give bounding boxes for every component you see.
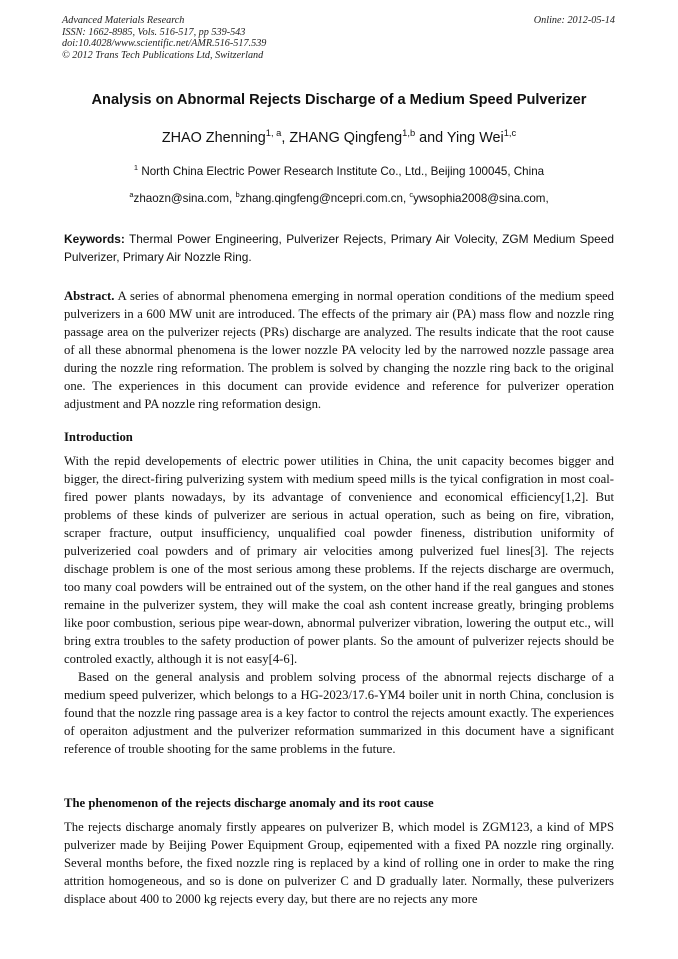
section-heading: The phenomenon of the rejects discharge anomaly and its root cause bbox=[64, 796, 434, 810]
paragraph: Based on the general analysis and problem solving process of the abnormal rejects discharge of a medium speed pulverizer, which belongs to a HG-2023/17.6-YM4 boiler unit in north China, conclusion is found that the nozzle ring passage area is a key factor to control the rejects amount exactly. The experiences of operaiton adjustment and the pulverizer reformation summarized in this document have a significant reference of trouble shooting for the same problems in the future. bbox=[64, 670, 614, 756]
email-address: zhang.qingfeng@ncepri.com.cn, bbox=[239, 192, 410, 205]
keywords-label: Keywords: bbox=[64, 232, 125, 246]
author-name: ZHAO Zhenning bbox=[161, 130, 266, 146]
journal-name: Advanced Materials Research bbox=[62, 15, 185, 26]
introduction-body bbox=[64, 452, 614, 758]
paper-title: Analysis on Abnormal Rejects Discharge of a Medium Speed Pulverizer bbox=[91, 92, 587, 108]
introduction-heading: Introduction bbox=[64, 430, 133, 444]
author-name: Ying Wei bbox=[446, 130, 504, 146]
author-affil-mark: 1,c bbox=[503, 128, 517, 139]
author-separator: , bbox=[281, 130, 290, 146]
email-mark: b bbox=[235, 190, 240, 200]
doi-line: doi:10.4028/www.scientific.net/AMR.516-517.539 bbox=[62, 38, 267, 50]
abstract-label: Abstract. bbox=[64, 289, 115, 303]
affiliation-mark: 1 bbox=[133, 163, 139, 173]
paragraph: The rejects discharge anomaly firstly appeares on pulverizer B, which model is ZGM123, a kind of MPS pulverizer made by Beijing Power Equipment Group, eqipemented with a fixed PA nozzle ring orginally. Several months before, the fixed nozzle ring is replaced by a kind of rolling one in order to make the ring attrition homogeneous, and so is done on pulverizer C and D gradually later. Normally, these pulverizers displace about 400 to 2000 kg rejects every day, but there are no rejects any more bbox=[64, 820, 614, 906]
abstract bbox=[64, 287, 614, 413]
email-address: zhaozn@sina.com, bbox=[133, 192, 236, 205]
email-mark: a bbox=[129, 190, 134, 200]
email-address: ywsophia2008@sina.com, bbox=[413, 192, 549, 205]
online-date: Online: 2012-05-14 bbox=[533, 15, 615, 26]
keywords bbox=[64, 231, 614, 266]
author-name: ZHANG Qingfeng bbox=[289, 130, 403, 146]
journal-header bbox=[62, 15, 266, 61]
paragraph: With the repid developements of electric power utilities in China, the unit capacity becomes bigger and bigger, the direct-firing pulverizing system with medium speed mills is the tyical configration in most coal-fired power plants nowadays, by its advantage of convenience and economical efficiency[1,2]. But problems of these kinds of pulverizer are serious in actual operation, such as being on fire, vibration, scraper fracture, output insufficiency, unqualified coal powder fineness, distribution uniformity of pulverizeried coal powders and of primary air velocities among pulverized fuel lines[3]. The rejects dischage problem is one of the most serious among these problems. If the rejects discharge are overmuch, too many coal powders will be entrained out of the system, on the other hand if the real gangues and stones remaine in the pulverizer system, they will make the coal ash content increase greatly, bringing problems like poor combustion, serious pipe wear-down, abnormal pulverizer vibration, lowering the output etc., will bring extra troubles to the safety production of power plants. So the amount of pulverizer rejects should be controled exactly, although it is not easy[4-6]. bbox=[64, 454, 614, 666]
keywords-text: Thermal Power Engineering, Pulverizer Rejects, Primary Air Volecity, ZGM Medium Speed Pulverizer, Primary Air Nozzle Ring. bbox=[64, 232, 614, 264]
author-affil-mark: 1,b bbox=[402, 128, 416, 139]
author-emails bbox=[40, 192, 638, 205]
email-mark: c bbox=[409, 190, 414, 200]
abstract-text: A series of abnormal phenomena emerging in normal operation conditions of the medium speed pulverizers in a 600 MW unit are introduced. The effects of the primary air (PA) mass flow and nozzle ring passage area on the pulverizer rejects (PRs) discharge are analyzed. The results indicate that the root cause of all these abnormal phenomena is the lower nozzle PA velocity led by the narrowed nozzle passage area during the nozzle ring reformation. The problem is solved by changing the nozzle ring back to the original one. The experiences in this document can provide evidence and reference for pulverizer operation adjustment and PA nozzle ring reformation design. bbox=[64, 289, 614, 411]
author-affil-mark: 1, a bbox=[265, 128, 282, 139]
author-separator: and bbox=[415, 130, 447, 146]
author-list bbox=[40, 130, 638, 146]
affiliation-text: North China Electric Power Research Institute Co., Ltd., Beijing 100045, China bbox=[138, 165, 545, 178]
section-body bbox=[64, 818, 614, 908]
issn-line: ISSN: 1662-8985, Vols. 516-517, pp 539-543 bbox=[62, 26, 246, 38]
affiliation bbox=[40, 165, 638, 178]
copyright-line: © 2012 Trans Tech Publications Ltd, Switzerland bbox=[62, 49, 264, 61]
